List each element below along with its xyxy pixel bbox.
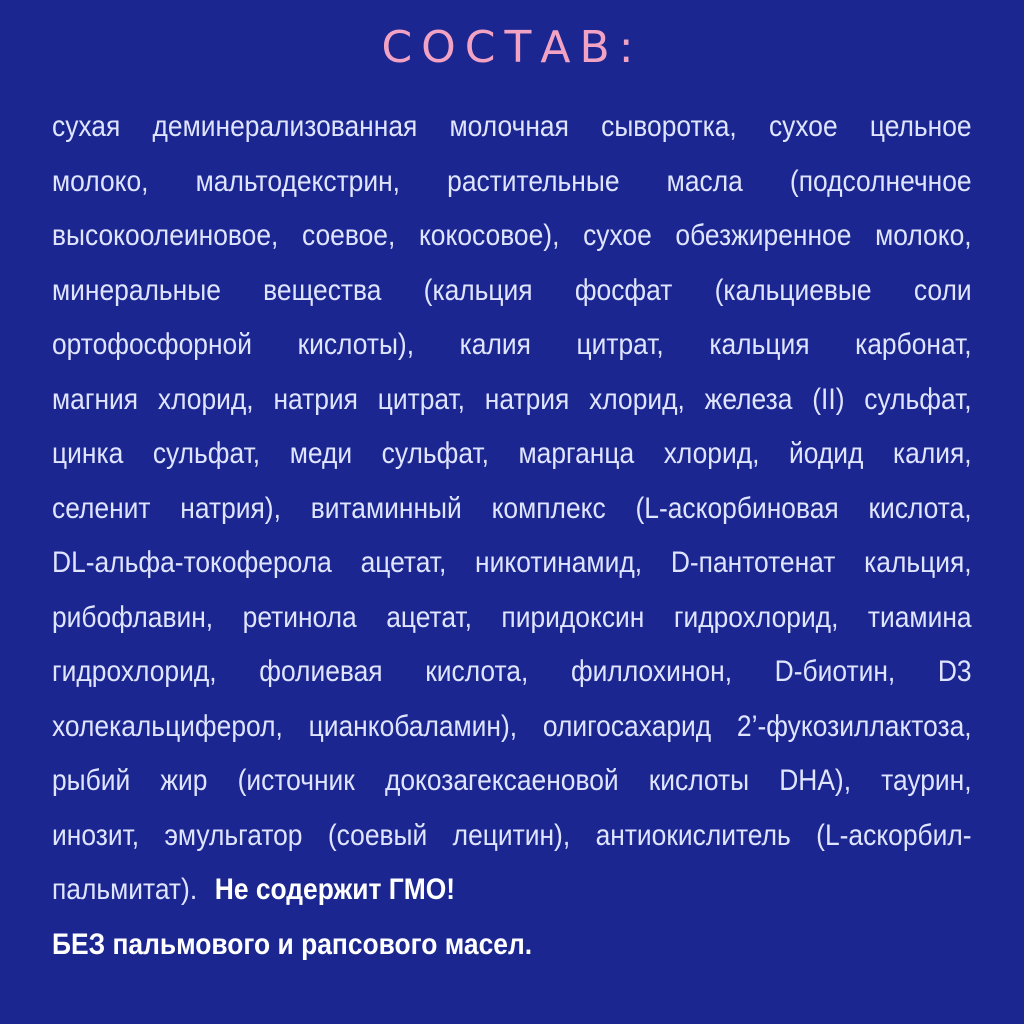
ingredients-line: селенит натрия), витаминный комплекс (L-аскорбиновая кислота, [52,491,972,525]
ingredients-line: ортофосфорной кислоты), калия цитрат, кальция карбонат, [52,328,972,361]
ingredients-line: рыбий жир (источник докозагексаеновой кислоты DHA), таурин, [52,764,972,797]
ingredients-line: молоко, мальтодекстрин, растительные масла (подсолнечное [52,164,972,198]
ingredients-line-end: пальмитат). [52,873,198,906]
ingredients-line: DL-альфа-токоферола ацетат, никотинамид, D-пантотенат кальция, [52,546,972,579]
gmo-free-note: Не содержит ГМО! [214,873,456,906]
ingredients-last-line [52,863,972,918]
ingredients-line: гидрохлорид, фолиевая кислота, филлохинон, D-биотин, D3 [52,655,972,688]
ingredients-line: высокоолеиновое, соевое, кокосовое), сухое обезжиренное молоко, [52,219,972,252]
ingredients-text [52,100,972,972]
ingredients-line: сухая деминерализованная молочная сыворотка, сухое цельное [52,110,972,143]
ingredients-line: рибофлавин, ретинола ацетат, пиридоксин гидрохлорид, тиамина [52,600,972,634]
ingredients-line: магния хлорид, натрия цитрат, натрия хлорид, железа (II) сульфат, [52,382,972,416]
ingredients-line: инозит, эмульгатор (соевый лецитин), антиокислитель (L-аскорбил- [52,818,972,852]
oil-free-note: БЕЗ пальмового и рапсового масел. [52,927,533,961]
page-title: СОСТАВ: [381,22,643,73]
ingredients-line: холекальциферол, цианкобаламин), олигосахарид 2’-фукозиллактоза, [52,709,972,743]
ingredients-line: цинка сульфат, меди сульфат, марганца хлорид, йодид калия, [52,437,972,470]
ingredients-line: минеральные вещества (кальция фосфат (кальциевые соли [52,273,972,307]
